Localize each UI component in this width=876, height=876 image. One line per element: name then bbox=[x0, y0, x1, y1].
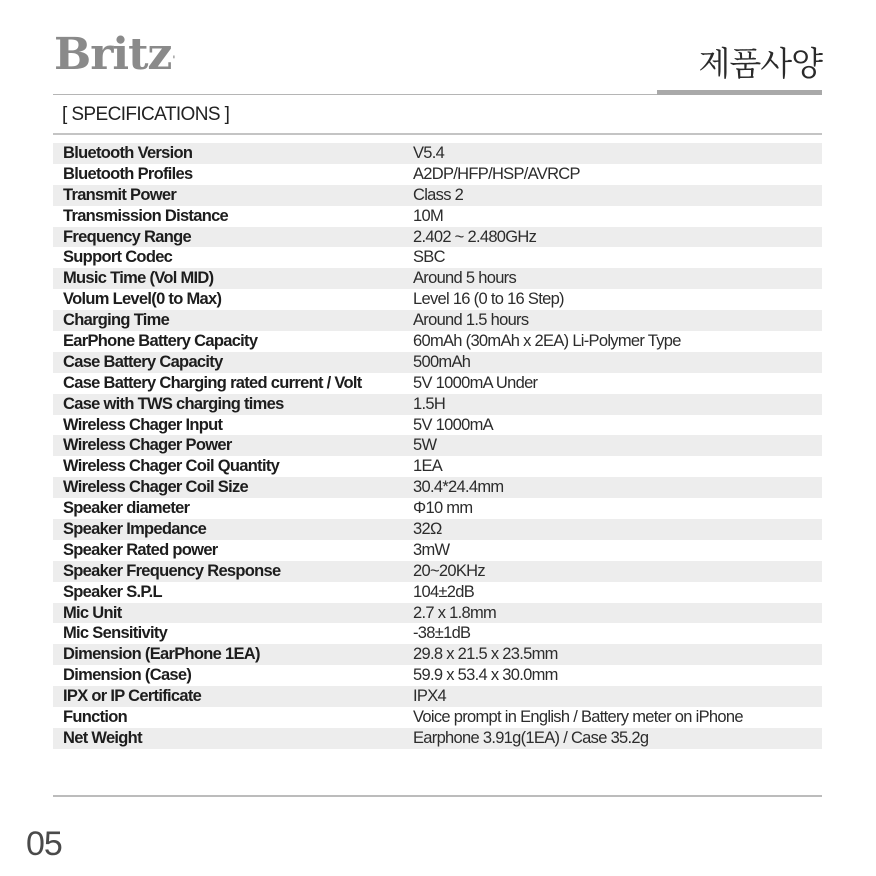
spec-label: Bluetooth Version bbox=[63, 144, 193, 162]
spec-label: Support Codec bbox=[63, 248, 173, 267]
section-divider bbox=[53, 133, 822, 135]
spec-table bbox=[53, 143, 822, 749]
spec-label: Case Battery Capacity bbox=[63, 352, 223, 371]
spec-value: A2DP/HFP/HSP/AVRCP bbox=[413, 164, 580, 183]
spec-row bbox=[53, 289, 822, 310]
spec-label: Charging Time bbox=[63, 311, 170, 330]
spec-value: 32Ω bbox=[413, 520, 442, 539]
spec-value: SBC bbox=[413, 248, 445, 267]
spec-row bbox=[53, 373, 822, 394]
spec-label: Frequency Range bbox=[63, 227, 191, 246]
spec-value: 1.5H bbox=[413, 394, 446, 413]
spec-value: 1EA bbox=[413, 457, 443, 476]
spec-label: Volum Level(0 to Max) bbox=[63, 290, 222, 309]
spec-row bbox=[53, 352, 822, 373]
spec-row bbox=[53, 143, 822, 164]
brand-logo bbox=[54, 30, 174, 80]
spec-label: Function bbox=[63, 708, 128, 727]
spec-label: Speaker Rated power bbox=[63, 540, 218, 559]
spec-label: Wireless Chager Power bbox=[63, 436, 232, 455]
spec-label: Dimension (EarPhone 1EA) bbox=[63, 645, 260, 664]
spec-label: IPX or IP Certificate bbox=[63, 687, 202, 706]
spec-value: Level 16 (0 to 16 Step) bbox=[413, 290, 564, 309]
footer-divider bbox=[53, 795, 822, 797]
spec-row bbox=[53, 665, 822, 686]
spec-row bbox=[53, 561, 822, 582]
spec-row bbox=[53, 394, 822, 415]
spec-value: 2.402 ~ 2.480GHz bbox=[413, 227, 537, 246]
spec-value: 3mW bbox=[413, 540, 450, 559]
spec-label: Mic Unit bbox=[63, 603, 122, 622]
spec-row bbox=[53, 310, 822, 331]
spec-row bbox=[53, 540, 822, 561]
spec-value: Around 1.5 hours bbox=[413, 311, 529, 330]
spec-row bbox=[53, 164, 822, 185]
spec-value: Around 5 hours bbox=[413, 269, 517, 288]
spec-label: Transmit Power bbox=[63, 185, 177, 204]
spec-row bbox=[53, 644, 822, 665]
brand-logo-text: Britz bbox=[54, 29, 172, 80]
spec-value: V5.4 bbox=[413, 144, 445, 162]
spec-label: Wireless Chager Coil Size bbox=[63, 478, 249, 497]
spec-row bbox=[53, 415, 822, 436]
spec-value: 29.8 x 21.5 x 23.5mm bbox=[413, 645, 558, 664]
spec-label: Case with TWS charging times bbox=[63, 394, 284, 413]
spec-value: 5W bbox=[413, 436, 437, 455]
spec-value: Class 2 bbox=[413, 185, 464, 204]
spec-value: 2.7 x 1.8mm bbox=[413, 603, 497, 622]
spec-value: -38±1dB bbox=[413, 624, 471, 643]
spec-label: EarPhone Battery Capacity bbox=[63, 332, 258, 351]
spec-value: 59.9 x 53.4 x 30.0mm bbox=[413, 666, 558, 685]
section-heading: [ SPECIFICATIONS ] bbox=[62, 104, 230, 125]
spec-value: Voice prompt in English / Battery meter on iPhone bbox=[413, 708, 743, 727]
spec-value: Φ10 mm bbox=[413, 499, 473, 518]
spec-row bbox=[53, 227, 822, 248]
spec-value: 10M bbox=[413, 206, 443, 225]
spec-label: Speaker diameter bbox=[63, 499, 190, 518]
spec-label: Dimension (Case) bbox=[63, 666, 192, 685]
spec-label: Speaker Impedance bbox=[63, 520, 207, 539]
spec-row bbox=[53, 623, 822, 644]
spec-row bbox=[53, 435, 822, 456]
spec-row bbox=[53, 247, 822, 268]
spec-label: Transmission Distance bbox=[63, 206, 229, 225]
spec-value: Earphone 3.91g(1EA) / Case 35.2g bbox=[413, 728, 649, 747]
spec-row bbox=[53, 206, 822, 227]
spec-row bbox=[53, 686, 822, 707]
spec-label: Bluetooth Profiles bbox=[63, 164, 193, 183]
spec-value: 5V 1000mA bbox=[413, 415, 493, 434]
spec-label: Case Battery Charging rated current / Volt bbox=[63, 373, 362, 392]
spec-row bbox=[53, 268, 822, 289]
header-divider-accent bbox=[657, 90, 822, 95]
spec-value: IPX4 bbox=[413, 687, 446, 706]
spec-row bbox=[53, 707, 822, 728]
spec-value: 30.4*24.4mm bbox=[413, 478, 504, 497]
spec-label: Net Weight bbox=[63, 728, 142, 747]
spec-row bbox=[53, 603, 822, 624]
spec-row bbox=[53, 582, 822, 603]
page-number: 05 bbox=[26, 825, 62, 863]
spec-label: Speaker S.P.L bbox=[63, 582, 162, 601]
spec-label: Speaker Frequency Response bbox=[63, 561, 281, 580]
spec-label: Wireless Chager Coil Quantity bbox=[63, 457, 280, 476]
spec-row bbox=[53, 331, 822, 352]
brand-logo-mark: ' bbox=[172, 55, 175, 66]
page-title: 제품사양 bbox=[698, 44, 822, 83]
spec-value: 20~20KHz bbox=[413, 561, 485, 580]
spec-row bbox=[53, 477, 822, 498]
spec-value: 5V 1000mA Under bbox=[413, 373, 538, 392]
spec-label: Music Time (Vol MID) bbox=[63, 269, 214, 288]
spec-row bbox=[53, 728, 822, 749]
spec-value: 60mAh (30mAh x 2EA) Li-Polymer Type bbox=[413, 332, 681, 351]
spec-value: 500mAh bbox=[413, 352, 471, 371]
spec-row bbox=[53, 456, 822, 477]
spec-label: Mic Sensitivity bbox=[63, 624, 168, 643]
spec-row bbox=[53, 498, 822, 519]
spec-label: Wireless Chager Input bbox=[63, 415, 223, 434]
spec-row bbox=[53, 185, 822, 206]
spec-value: 104±2dB bbox=[413, 582, 475, 601]
spec-row bbox=[53, 519, 822, 540]
